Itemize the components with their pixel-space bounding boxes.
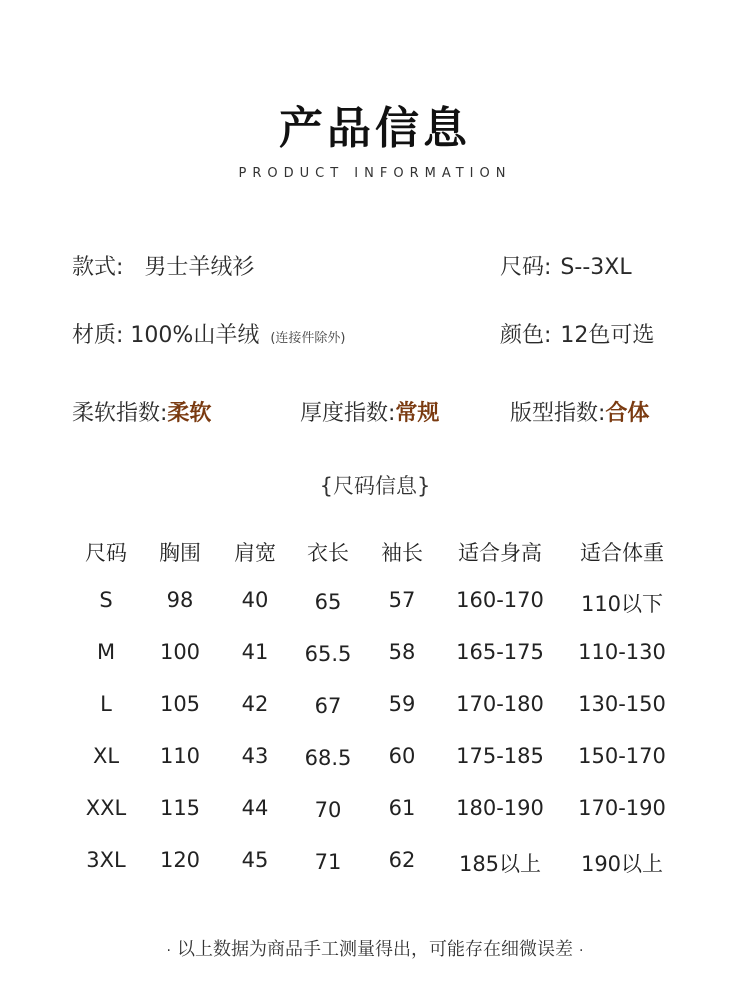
col-header-weight: 适合体重: [580, 541, 664, 565]
cell-shoulder: 45: [241, 848, 269, 872]
disclaimer-text: 以上数据为商品手工测量得出，可能存在细微误差: [177, 939, 573, 960]
color-value: 12色可选: [560, 323, 655, 348]
page-title: 产品信息: [279, 103, 471, 154]
thickness-value: 常规: [395, 401, 440, 426]
fit-index: [510, 396, 649, 427]
col-header-sleeve: 袖长: [381, 541, 423, 565]
cell-size: XXL: [85, 796, 127, 820]
page-subtitle: PRODUCT INFORMATION: [238, 166, 512, 181]
cell-length: 70: [314, 798, 342, 822]
measurement-disclaimer: [0, 935, 750, 961]
cell-length: 65.5: [304, 642, 352, 666]
softness-value: 柔软: [167, 401, 212, 426]
cell-length: 67: [314, 694, 342, 718]
cell-shoulder: 44: [241, 796, 269, 820]
cell-length: 65: [314, 590, 342, 614]
cell-chest: 100: [159, 640, 201, 664]
cell-chest: 110: [159, 744, 201, 768]
softness-label: 柔软指数:: [72, 401, 168, 426]
cell-height: 160-170: [456, 588, 544, 612]
cell-weight: 150-170: [578, 744, 666, 768]
cell-sleeve: 61: [388, 796, 416, 820]
cell-weight: 110-130: [578, 640, 666, 664]
style-info: [72, 250, 254, 281]
cell-weight: 110以下: [580, 592, 664, 616]
col-header-height: 适合身高: [458, 541, 542, 565]
style-value: 男士羊绒衫: [144, 255, 255, 280]
cell-sleeve: 57: [388, 588, 416, 612]
size-range-info: [500, 250, 632, 281]
cell-weight: 170-190: [578, 796, 666, 820]
thickness-index: [300, 396, 439, 427]
softness-index: [72, 396, 211, 427]
cell-height: 170-180: [456, 692, 544, 716]
cell-height: 180-190: [456, 796, 544, 820]
cell-size: 3XL: [86, 848, 126, 872]
cell-size: M: [96, 640, 116, 664]
style-label: 款式:: [72, 255, 124, 280]
col-header-size: 尺码: [85, 541, 127, 565]
color-info: [500, 318, 654, 349]
cell-size: S: [99, 588, 113, 612]
cell-chest: 115: [159, 796, 201, 820]
cell-chest: 105: [159, 692, 201, 716]
material-note: (连接件除外): [270, 331, 346, 346]
size-table-heading: {尺码信息}: [319, 474, 431, 498]
cell-shoulder: 41: [241, 640, 269, 664]
fit-label: 版型指数:: [510, 401, 606, 426]
cell-size: XL: [92, 744, 120, 768]
footer-dot-right: ·: [579, 943, 584, 959]
cell-weight: 130-150: [578, 692, 666, 716]
cell-height: 175-185: [456, 744, 544, 768]
cell-shoulder: 40: [241, 588, 269, 612]
cell-shoulder: 43: [241, 744, 269, 768]
cell-height: 165-175: [456, 640, 544, 664]
footer-dot-left: ·: [166, 943, 171, 959]
material-info: [72, 318, 345, 349]
size-range-label: 尺码:: [500, 255, 552, 280]
cell-height: 185以上: [458, 852, 542, 876]
cell-length: 68.5: [304, 746, 352, 770]
cell-shoulder: 42: [241, 692, 269, 716]
cell-weight: 190以上: [580, 852, 664, 876]
cell-chest: 98: [166, 588, 194, 612]
cell-sleeve: 60: [388, 744, 416, 768]
col-header-shoulder: 肩宽: [234, 541, 276, 565]
cell-chest: 120: [159, 848, 201, 872]
cell-size: L: [100, 692, 112, 716]
col-header-chest: 胸围: [159, 541, 201, 565]
cell-sleeve: 58: [388, 640, 416, 664]
thickness-label: 厚度指数:: [300, 401, 396, 426]
cell-sleeve: 59: [388, 692, 416, 716]
cell-sleeve: 62: [388, 848, 416, 872]
color-label: 颜色:: [500, 323, 552, 348]
material-value: 100%山羊绒: [130, 323, 260, 348]
material-label: 材质:: [72, 323, 124, 348]
fit-value: 合体: [605, 401, 650, 426]
size-range-value: S--3XL: [560, 255, 632, 280]
cell-length: 71: [314, 850, 342, 874]
col-header-length: 衣长: [307, 541, 349, 565]
